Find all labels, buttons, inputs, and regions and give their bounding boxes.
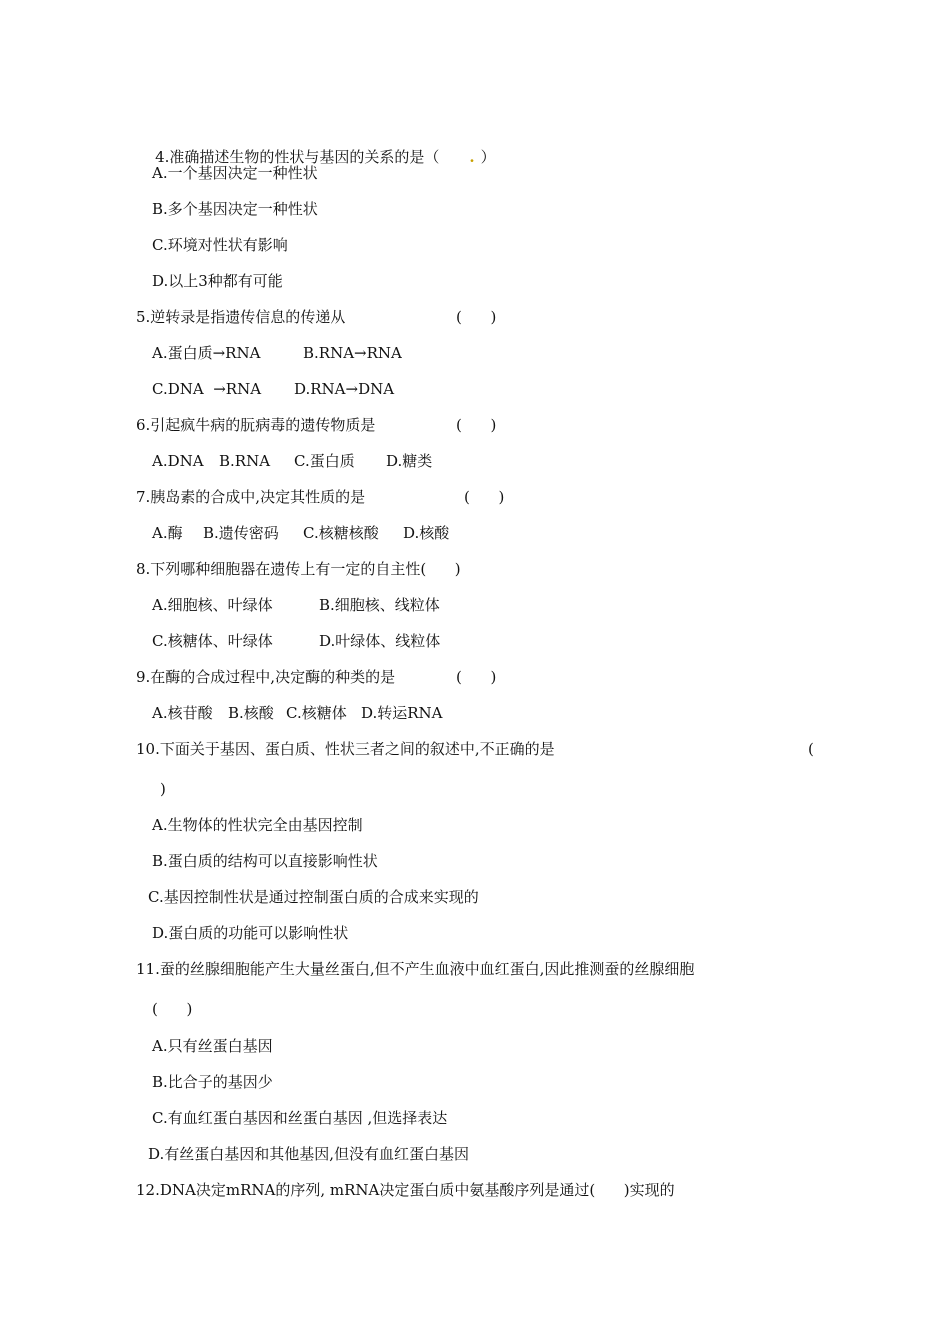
question-10-option-b: B.蛋白质的结构可以直接影响性状: [152, 852, 378, 870]
question-4-mark: .: [469, 148, 475, 166]
question-8-option-b: B.细胞核、线粒体: [319, 596, 440, 614]
question-4-option-b: B.多个基因决定一种性状: [152, 200, 318, 218]
question-4-close: ）: [480, 148, 496, 166]
question-7-stem: 7.胰岛素的合成中,决定其性质的是: [136, 488, 366, 506]
question-4-stem: 4.准确描述生物的性状与基因的关系的是（: [155, 148, 440, 166]
question-11-option-d: D.有丝蛋白基因和其他基因,但没有血红蛋白基因: [148, 1145, 470, 1163]
question-6-option-b: B.RNA: [219, 452, 271, 470]
question-9-option-b: B.核酸: [228, 704, 274, 722]
question-5-paren: ( ): [456, 308, 497, 326]
question-11-option-b: B.比合子的基因少: [152, 1073, 273, 1091]
question-6-option-d: D.糖类: [386, 452, 433, 470]
question-12-stem: 12.DNA决定mRNA的序列, mRNA决定蛋白质中氨基酸序列是通过( )实现的: [136, 1181, 675, 1199]
question-9-option-a: A.核苷酸: [152, 704, 213, 722]
question-8-option-c: C.核糖体、叶绿体: [152, 632, 273, 650]
question-8-option-d: D.叶绿体、线粒体: [319, 632, 441, 650]
question-11-option-a: A.只有丝蛋白基因: [152, 1037, 273, 1055]
question-5-option-a: A.蛋白质→RNA: [152, 344, 261, 362]
question-4-option-a: A.一个基因决定一种性状: [152, 164, 318, 182]
question-5-option-d: D.RNA→DNA: [294, 380, 395, 398]
question-7-option-a: A.酶: [152, 524, 183, 542]
question-10-close-paren: ): [160, 780, 166, 798]
question-5-option-b: B.RNA→RNA: [303, 344, 402, 362]
question-8-stem: 8.下列哪种细胞器在遗传上有一定的自主性( ): [136, 560, 461, 578]
question-10-option-c: C.基因控制性状是通过控制蛋白质的合成来实现的: [148, 888, 479, 906]
question-10-option-d: D.蛋白质的功能可以影响性状: [152, 924, 349, 942]
question-8-option-a: A.细胞核、叶绿体: [152, 596, 273, 614]
question-9-paren: ( ): [456, 668, 497, 686]
question-11-paren: ( ): [152, 1000, 193, 1018]
question-6-stem: 6.引起疯牛病的朊病毒的遗传物质是: [136, 416, 376, 434]
question-7-option-b: B.遗传密码: [203, 524, 279, 542]
question-10-stem: 10.下面关于基因、蛋白质、性状三者之间的叙述中,不正确的是: [136, 740, 555, 758]
question-7-option-c: C.核糖核酸: [303, 524, 379, 542]
question-11-stem: 11.蚕的丝腺细胞能产生大量丝蛋白,但不产生血液中血红蛋白,因此推测蚕的丝腺细胞: [136, 960, 695, 978]
question-4-option-d: D.以上3种都有可能: [152, 272, 283, 290]
question-6-option-c: C.蛋白质: [294, 452, 355, 470]
question-10-open-paren: (: [808, 740, 814, 758]
question-9-option-d: D.转运RNA: [361, 704, 443, 722]
question-5-stem: 5.逆转录是指遗传信息的传递从: [136, 308, 346, 326]
question-9-stem: 9.在酶的合成过程中,决定酶的种类的是: [136, 668, 396, 686]
question-11-option-c: C.有血红蛋白基因和丝蛋白基因 ,但选择表达: [152, 1109, 448, 1127]
question-6-option-a: A.DNA: [152, 452, 204, 470]
question-5-option-c: C.DNA →RNA: [152, 380, 262, 398]
question-7-paren: ( ): [464, 488, 505, 506]
question-6-paren: ( ): [456, 416, 497, 434]
question-10-option-a: A.生物体的性状完全由基因控制: [152, 816, 363, 834]
question-7-option-d: D.核酸: [403, 524, 450, 542]
question-9-option-c: C.核糖体: [286, 704, 347, 722]
question-4-option-c: C.环境对性状有影响: [152, 236, 288, 254]
